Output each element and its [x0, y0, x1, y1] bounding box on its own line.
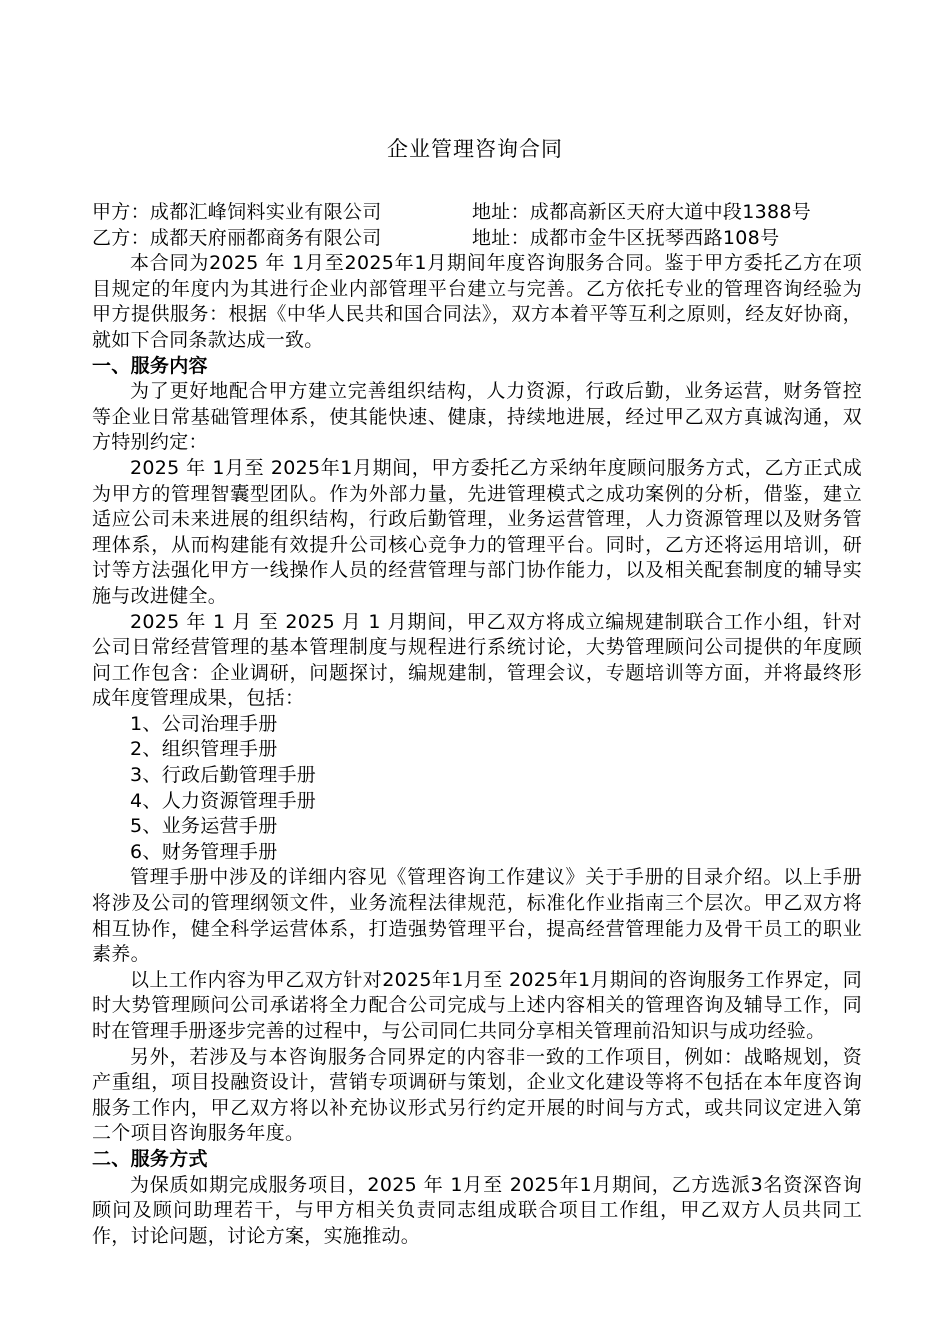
list-item: 3、行政后勤管理手册: [130, 764, 317, 787]
list-item: 6、财务管理手册: [130, 840, 278, 863]
section-heading-service-method: 二、服务方式: [92, 1147, 208, 1170]
list-item: 4、人力资源管理手册: [130, 789, 317, 812]
party-b-row: [92, 226, 862, 252]
paragraph: 另外，若涉及与本咨询服务合同界定的内容非一致的工作项目，例如：战略规划，资产重组，项目投融资设计，营销专项调研与策划，企业文化建设等将不包括在本年度咨询服务工作内，甲乙双方将以补充协议形式另行约定开展的时间与方式，或共同议定进入第二个项目咨询服务年度。: [92, 1045, 862, 1145]
paragraph: 为保质如期完成服务项目，2025 年 1月至 2025年1月期间，乙方选派3名资深咨询顾问及顾问助理若干，与甲方相关负责同志组成联合项目工作组，甲乙双方人员共同工作，讨论问题，讨论方案，实施推动。: [92, 1173, 862, 1247]
party-b-address: 地址：成都市金牛区抚琴西路108号: [472, 226, 780, 249]
list-item: 2、组织管理手册: [130, 738, 278, 761]
paragraph: 2025 年 1月至 2025年1月期间，甲方委托乙方采纳年度顾问服务方式，乙方正式成为甲方的管理智囊型团队。作为外部力量，先进管理模式之成功案例的分析，借鉴，建立适应公司未来进展的组织结构，行政后勤管理，业务运营管理，人力资源管理以及财务管理体系，从而构建能有效提升公司核心竞争力的管理平台。同时，乙方还将运用培训，研讨等方法强化甲方一线操作人员的经营管理与部门协作能力，以及相关配套制度的辅导实施与改进健全。: [92, 456, 862, 607]
contract-body: [92, 200, 862, 1249]
paragraph: 为了更好地配合甲方建立完善组织结构，人力资源，行政后勤，业务运营，财务管控等企业日常基础管理体系，使其能快速、健康，持续地进展，经过甲乙双方真诚沟通，双方特别约定：: [92, 380, 862, 454]
document-title: 企业管理咨询合同: [387, 137, 563, 161]
paragraph: 管理手册中涉及的详细内容见《管理咨询工作建议》关于手册的目录介绍。以上手册将涉及公司的管理纲领文件，业务流程法律规范，标准化作业指南三个层次。甲乙双方将相互协作，健全科学运营体系，打造强势管理平台，提高经营管理能力及骨干员工的职业素养。: [92, 866, 862, 966]
party-a-row: [92, 200, 862, 226]
intro-paragraph: 本合同为2025 年 1月至2025年1月期间年度咨询服务合同。鉴于甲方委托乙方在项目规定的年度内为其进行企业内部管理平台建立与完善。乙方依托专业的管理咨询经验为甲方提供服务：根据《中华人民共和国合同法》，双方本着平等互利之原则，经友好协商，就如下合同条款达成一致。: [92, 252, 862, 351]
party-a-address: 地址：成都高新区天府大道中段1388号: [472, 201, 812, 223]
list-item: 1、公司治理手册: [130, 712, 278, 735]
party-b-name: 乙方：成都天府丽都商务有限公司: [92, 226, 382, 249]
list-item: 5、业务运营手册: [130, 815, 278, 838]
section-heading-service-content: 一、服务内容: [92, 354, 208, 377]
paragraph: 以上工作内容为甲乙双方针对2025年1月至 2025年1月期间的咨询服务工作界定，同时大势管理顾问公司承诺将全力配合公司完成与上述内容相关的管理咨询及辅导工作，同时在管理手册逐步完善的过程中，与公司同仁共同分享相关管理前沿知识与成功经验。: [92, 968, 862, 1042]
party-a-name: 甲方：成都汇峰饲料实业有限公司: [92, 201, 382, 223]
paragraph: 2025 年 1 月 至 2025 月 1 月期间，甲乙双方将成立编规建制联合工作小组，针对公司日常经营管理的基本管理制度与规程进行系统讨论，大势管理顾问公司提供的年度顾问工作包含：企业调研，问题探讨，编规建制，管理会议，专题培训等方面，并将最终形成年度管理成果，包括：: [92, 610, 862, 710]
